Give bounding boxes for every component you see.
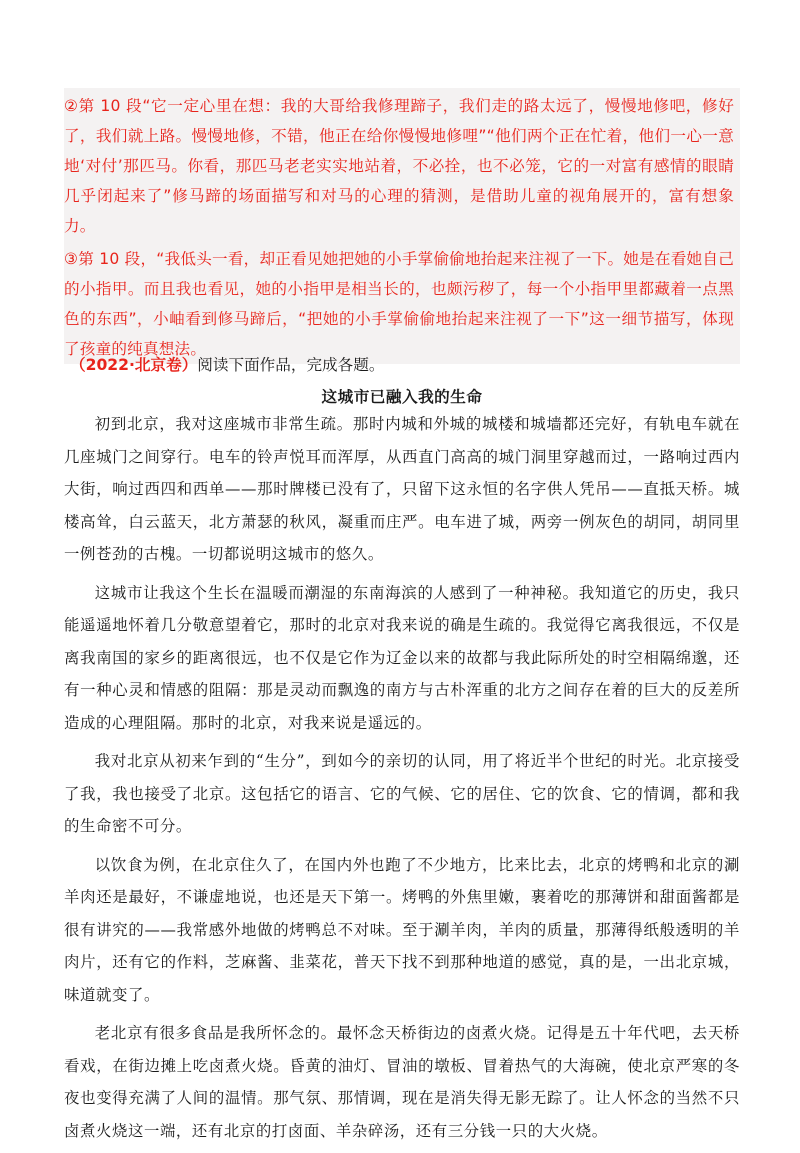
article-paragraph-3: 我对北京从初来乍到的“生分”，到如今的亲切的认同，用了将近半个世纪的时光。北京接受了我，我也接受了北京。这包括它的语言、它的气候、它的居住、它的饮食、它的情调，都和我的生命密不可分。	[64, 752, 740, 835]
answer-note-3: ③第 10 段，“我低头一看，却正看见她把她的小手掌偷偷地抬起来注视了一下。她是在看她自己的小指甲。而且我也看见，她的小指甲是相当长的，也颇污秽了，每一个小指甲里都藏着一点黑色的东西”，小岫看到修马蹄后，“把她的小手掌偷偷地抬起来注视了一下”这一细节描写，体现了孩童的纯真想法。	[64, 250, 734, 358]
article-title: 这城市已融入我的生命	[321, 388, 483, 406]
answer-note-2: ②第 10 段“它一定心里在想：我的大哥给我修理蹄子，我们走的路太远了，慢慢地修吧，修好了，我们就上路。慢慢地修，不错，他正在给你慢慢地修哩”“他们两个正在忙着，他们一心一意地‘对付’那匹马。你看，那匹马老老实实地站着，不必拴，也不必笼，它的一对富有感情的眼睛几乎闭起来了”修马蹄的场面描写和对马的心理的猜测，是借助儿童的视角展开的，富有想象力。	[64, 97, 734, 235]
article-paragraph-5: 老北京有很多食品是我所怀念的。最怀念天桥街边的卤煮火烧。记得是五十年代吧，去天桥看戏，在街边摊上吃卤煮火烧。昏黄的油灯、冒油的墩板、冒着热气的大海碗，使北京严寒的冬夜也变得充满了人间的温情。那气氛、那情调，现在是消失得无影无踪了。让人怀念的当然不只卤煮火烧这一端，还有北京的打卤面、羊杂碎汤，还有三分钱一只的大火烧。	[64, 1024, 740, 1140]
article-body	[64, 408, 740, 1153]
article-paragraph-4: 以饮食为例，在北京住久了，在国内外也跑了不少地方，比来比去，北京的烤鸭和北京的涮羊肉还是最好，不谦虚地说，也还是天下第一。烤鸭的外焦里嫩，裹着吃的那薄饼和甜面酱都是很有讲究的——我常感外地做的烤鸭总不对味。至于涮羊肉，羊肉的质量，那薄得纸般透明的羊肉片，还有它的作料，芝麻酱、韭菜花，普天下找不到那种地道的感觉，真的是，一出北京城，味道就变了。	[64, 855, 740, 1004]
reading-instruction: 阅读下面作品，完成各题。	[197, 356, 385, 374]
question-source-line	[70, 352, 740, 378]
article-paragraph-2: 这城市让我这个生长在温暖而潮湿的东南海滨的人感到了一种神秘。我知道它的历史，我只能遥遥地怀着几分敬意望着它，那时的北京对我来说的确是生疏的。我觉得它离我很远，不仅是离我南国的家乡的距离很远，也不仅是它作为辽金以来的故都与我此际所处的时空相隔绵邈，还有一种心灵和情感的阻隔：那是灵动而飘逸的南方与古朴浑重的北方之间存在着的巨大的反差所造成的心理阻隔。那时的北京，对我来说是遥远的。	[64, 583, 740, 732]
highlighted-answer-notes	[64, 88, 740, 364]
article-paragraph-1: 初到北京，我对这座城市非常生疏。那时内城和外城的城楼和城墙都还完好，有轨电车就在几座城门之间穿行。电车的铃声悦耳而浑厚，从西直门高高的城门洞里穿越而过，一路响过西内大街，响过西四和西单——那时牌楼已没有了，只留下这永恒的名字供人凭吊——直抵天桥。城楼高耸，白云蓝天，北方萧瑟的秋风，凝重而庄严。电车进了城，两旁一例灰色的胡同，胡同里一例苍劲的古槐。一切都说明这城市的悠久。	[64, 415, 740, 563]
exam-source-tag: （2022·北京卷）	[70, 356, 198, 374]
